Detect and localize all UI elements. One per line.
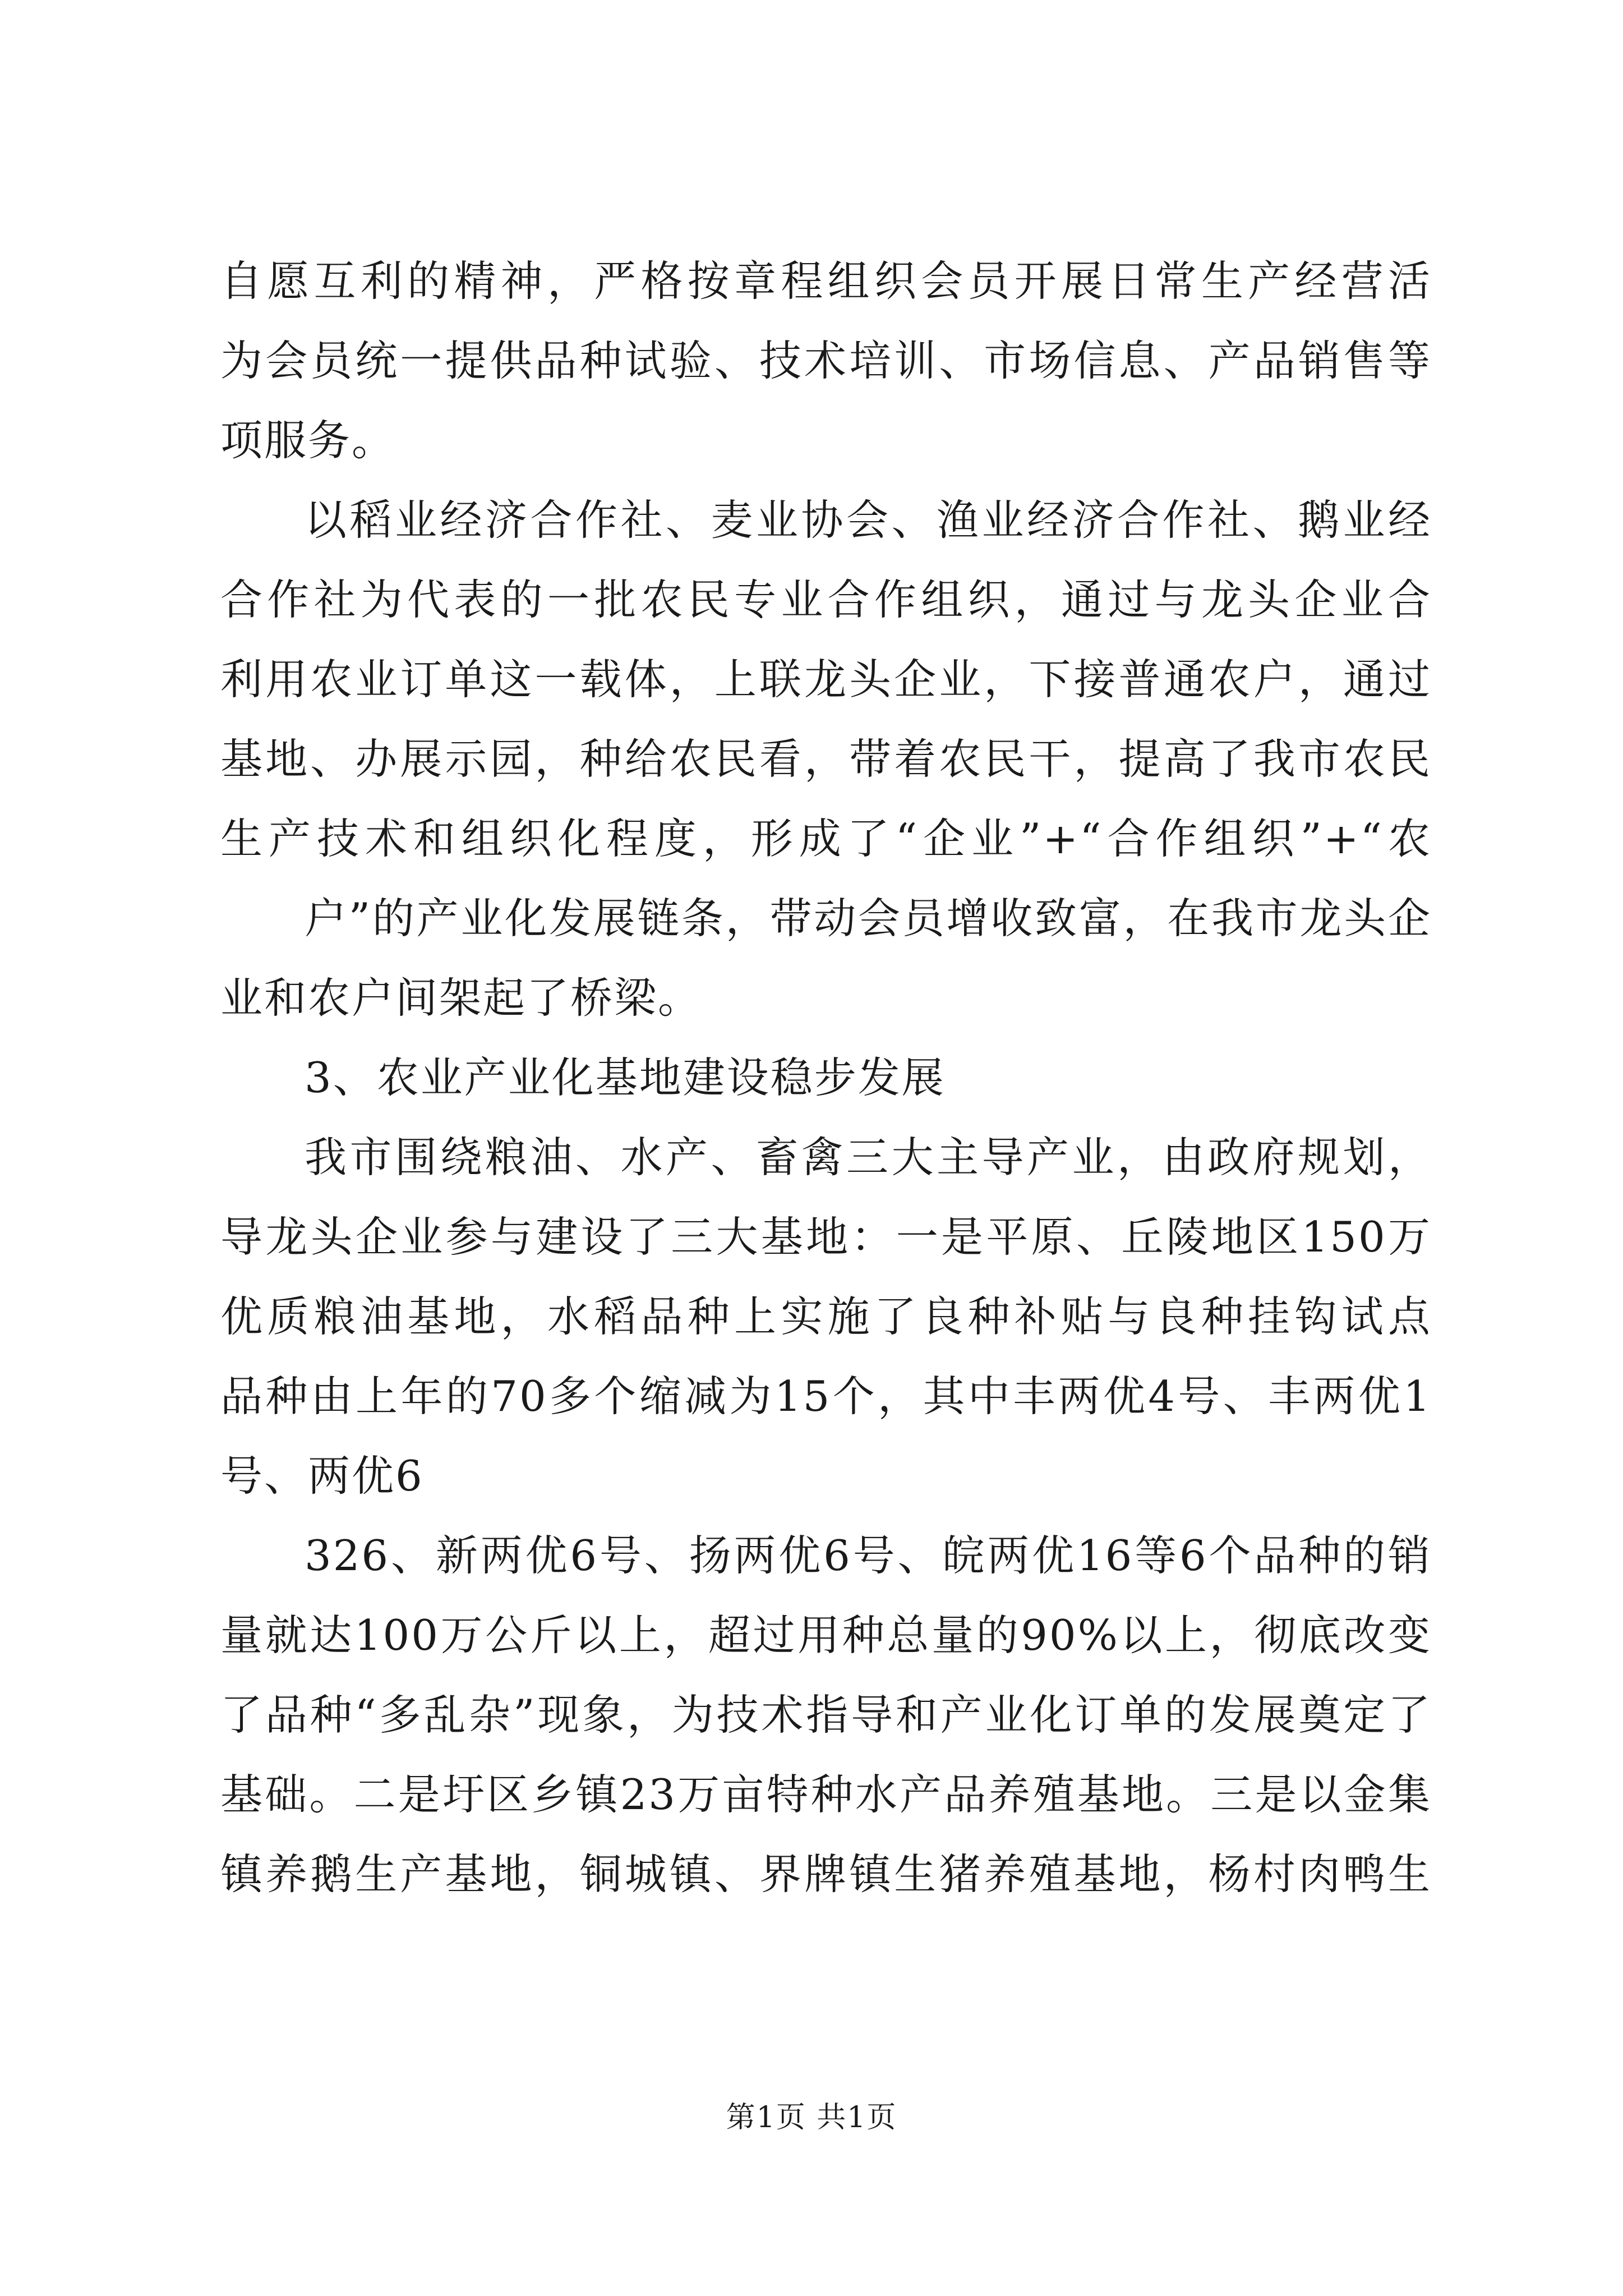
text-line: 导龙头企业参与建设了三大基地：一是平原、丘陵地区150万 [220, 1212, 1432, 1262]
text-line: 合作社为代表的一批农民专业合作组织，通过与龙头企业合 [220, 575, 1432, 624]
text-line: 品种由上年的70多个缩减为15个，其中丰两优4号、丰两优1 [220, 1372, 1432, 1421]
text-line: 生产技术和组织化程度，形成了“企业”+“合作组织”+“农 [220, 814, 1432, 863]
text-line: 基地、办展示园，种给农民看，带着农民干，提高了我市农民 [220, 734, 1432, 784]
page-footer: 第1页 共1页 [726, 2101, 897, 2134]
text-line: 自愿互利的精神，严格按章程组织会员开展日常生产经营活 [220, 256, 1432, 306]
paragraph-start-line: 326、新两优6号、扬两优6号、皖两优16等6个品种的销 [305, 1531, 1432, 1580]
text-line: 利用农业订单这一载体，上联龙头企业，下接普通农户，通过 [220, 655, 1432, 704]
text-line: 业和农户间架起了桥梁。 [220, 973, 702, 1023]
text-line: 号、两优6 [220, 1451, 424, 1501]
text-line: 为会员统一提供品种试验、技术培训、市场信息、产品销售等 [220, 336, 1432, 385]
paragraph-start-line: 户”的产业化发展链条，带动会员增收致富，在我市龙头企 [305, 894, 1432, 943]
text-line: 量就达100万公斤以上，超过用种总量的90%以上，彻底改变 [220, 1611, 1432, 1660]
paragraph-start-line: 我市围绕粮油、水产、畜禽三大主导产业，由政府规划， [305, 1133, 1432, 1182]
section-heading: 3、农业产业化基地建设稳步发展 [305, 1053, 946, 1102]
text-line: 镇养鹅生产基地，铜城镇、界牌镇生猪养殖基地，杨村肉鸭生 [220, 1849, 1432, 1899]
paragraph-start-line: 以稻业经济合作社、麦业协会、渔业经济合作社、鹅业经 [305, 495, 1432, 545]
text-line: 基础。二是圩区乡镇23万亩特种水产品养殖基地。三是以金集 [220, 1770, 1432, 1819]
text-line: 优质粮油基地，水稻品种上实施了良种补贴与良种挂钩试点 [220, 1292, 1432, 1341]
text-line: 项服务。 [220, 416, 396, 465]
document-body [220, 241, 1432, 1914]
text-line: 了品种“多乱杂”现象，为技术指导和产业化订单的发展奠定了 [220, 1690, 1432, 1740]
